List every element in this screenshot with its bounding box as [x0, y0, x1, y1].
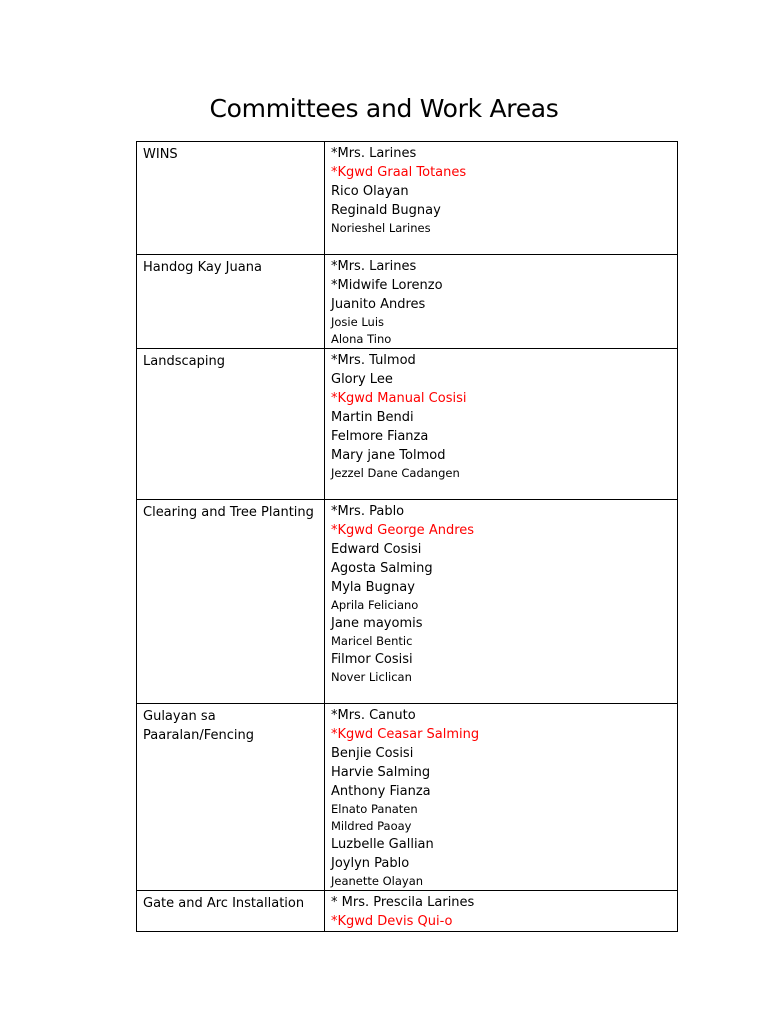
- work-area-name: WINS: [137, 142, 325, 255]
- member-name: Felmore Fianza: [331, 429, 429, 444]
- committee-row: [137, 500, 678, 704]
- member-list: [325, 349, 678, 500]
- member-name: Josie Luis: [331, 315, 385, 329]
- member-list: [325, 255, 678, 349]
- member-name: * Mrs. Prescila Larines: [331, 895, 475, 910]
- member-name: *Mrs. Larines: [331, 146, 417, 161]
- member-name: Alona Tino: [331, 332, 392, 346]
- committee-row: [137, 891, 678, 932]
- committees-table: [136, 141, 678, 932]
- member-name: Filmor Cosisi: [331, 652, 413, 667]
- member-list: [325, 142, 678, 255]
- work-area-name: Gulayan sa Paaralan/Fencing: [137, 704, 325, 891]
- committee-row: [137, 142, 678, 255]
- member-name: Edward Cosisi: [331, 542, 422, 557]
- committee-row: [137, 704, 678, 891]
- member-name-kagawad: *Kgwd Graal Totanes: [331, 165, 467, 180]
- work-area-name: Landscaping: [137, 349, 325, 500]
- member-name: *Midwife Lorenzo: [331, 278, 443, 293]
- member-name: Rico Olayan: [331, 184, 409, 199]
- member-name: Reginald Bugnay: [331, 203, 441, 218]
- member-name: Norieshel Larines: [331, 221, 431, 235]
- member-name: Anthony Fianza: [331, 784, 431, 799]
- member-name: Jane mayomis: [331, 616, 423, 631]
- document-title: Committees and Work Areas: [209, 94, 559, 123]
- member-name: Harvie Salming: [331, 765, 431, 780]
- member-name: Jezzel Dane Cadangen: [331, 466, 460, 480]
- work-area-name: Clearing and Tree Planting: [137, 500, 325, 704]
- member-name-kagawad: *Kgwd Ceasar Salming: [331, 727, 480, 742]
- committee-row: [137, 349, 678, 500]
- member-name: Juanito Andres: [331, 297, 426, 312]
- member-name: *Mrs. Larines: [331, 259, 417, 274]
- member-name: Luzbelle Gallian: [331, 837, 434, 852]
- member-name: Benjie Cosisi: [331, 746, 414, 761]
- member-name: Nover Liclican: [331, 670, 412, 684]
- member-name: Elnato Panaten: [331, 802, 418, 816]
- committee-row: [137, 255, 678, 349]
- member-name: *Mrs. Tulmod: [331, 353, 416, 368]
- member-name-kagawad: *Kgwd Manual Cosisi: [331, 391, 467, 406]
- member-name: Glory Lee: [331, 372, 393, 387]
- member-list: [325, 500, 678, 704]
- work-area-name: Gate and Arc Installation: [137, 891, 325, 932]
- member-name-kagawad: *Kgwd George Andres: [331, 523, 475, 538]
- member-name: Joylyn Pablo: [331, 856, 410, 871]
- member-name: Mildred Paoay: [331, 819, 412, 833]
- work-area-name: Handog Kay Juana: [137, 255, 325, 349]
- member-name-kagawad: *Kgwd Devis Qui-o: [331, 914, 453, 929]
- member-name: Mary jane Tolmod: [331, 448, 446, 463]
- member-name: Jeanette Olayan: [331, 874, 424, 888]
- member-name: *Mrs. Pablo: [331, 504, 405, 519]
- member-list: [325, 891, 678, 932]
- member-name: Maricel Bentic: [331, 634, 413, 648]
- member-name: Agosta Salming: [331, 561, 433, 576]
- member-list: [325, 704, 678, 891]
- member-name: *Mrs. Canuto: [331, 708, 416, 723]
- member-name: Myla Bugnay: [331, 580, 415, 595]
- member-name: Martin Bendi: [331, 410, 414, 425]
- member-name: Aprila Feliciano: [331, 598, 419, 612]
